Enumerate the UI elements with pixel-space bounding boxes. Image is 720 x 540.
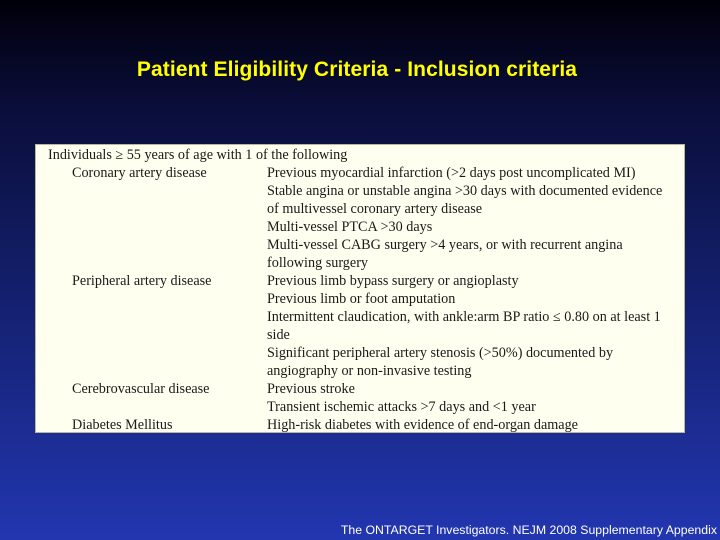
criteria-items — [267, 416, 677, 434]
category-label: Diabetes Mellitus — [72, 417, 173, 433]
criteria-item: Previous limb or foot amputation — [267, 291, 456, 308]
slide-title: Patient Eligibility Criteria - Inclusion criteria — [136, 58, 578, 81]
criteria-items — [267, 272, 677, 380]
criteria-item: Multi-vessel PTCA >30 days — [267, 219, 433, 236]
category-label: Peripheral artery disease — [72, 273, 212, 289]
criteria-item: High-risk diabetes with evidence of end-organ damage — [267, 417, 578, 433]
criteria-items — [267, 164, 677, 272]
criteria-item: Previous stroke — [267, 381, 355, 397]
criteria-items — [267, 380, 677, 416]
citation-footer: The ONTARGET Investigators. NEJM 2008 Supplementary Appendix — [340, 523, 717, 537]
inclusion-criteria-table — [35, 144, 685, 433]
criteria-item: Significant peripheral artery stenosis (>50%) documented by angiography or non-invasive testing — [267, 345, 614, 380]
criteria-item: Previous myocardial infarction (>2 days post uncomplicated MI) — [267, 165, 636, 181]
criteria-item: Previous limb bypass surgery or angioplasty — [267, 273, 519, 289]
criteria-item: Transient ischemic attacks >7 days and <1 year — [267, 399, 536, 416]
category-label: Cerebrovascular disease — [72, 381, 210, 397]
criteria-intro: Individuals ≥ 55 years of age with 1 of the following — [48, 147, 348, 163]
criteria-item: Stable angina or unstable angina >30 days with documented evidence of multivessel coronary artery disease — [267, 183, 663, 218]
criteria-item: Multi-vessel CABG surgery >4 years, or with recurrent angina following surgery — [267, 237, 623, 272]
category-label: Coronary artery disease — [72, 165, 207, 181]
criteria-item: Intermittent claudication, with ankle:arm BP ratio ≤ 0.80 on at least 1 side — [267, 309, 661, 344]
